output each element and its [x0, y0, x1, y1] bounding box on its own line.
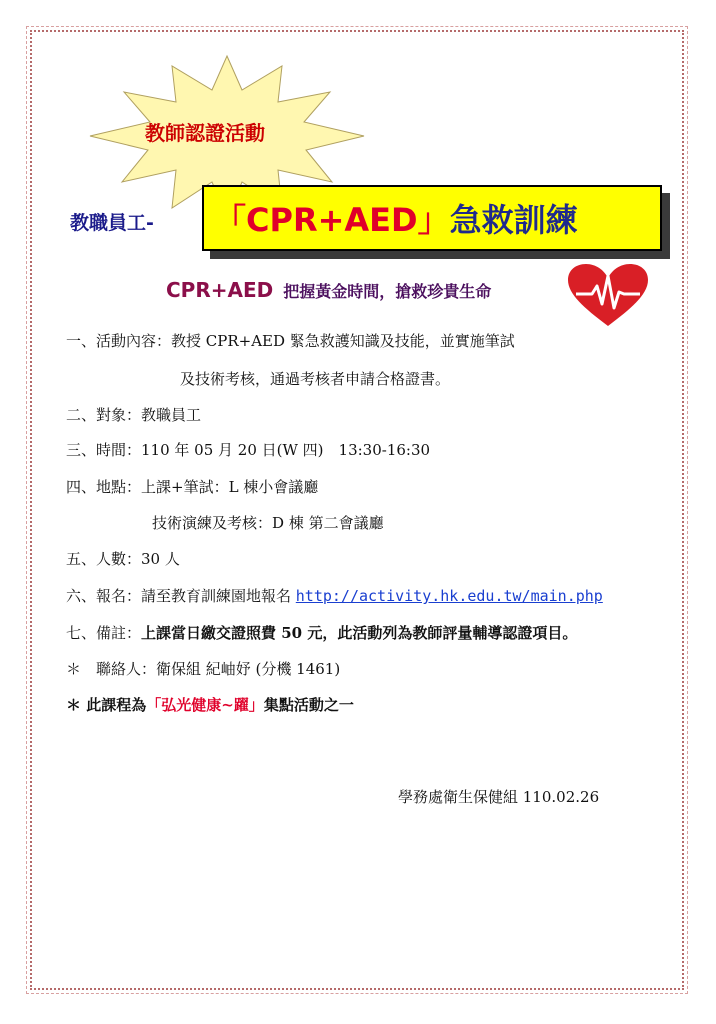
heart-ecg-icon	[566, 262, 650, 328]
item-place-2: 技術演練及考核：D 棟 第二會議廳	[152, 514, 384, 532]
page-title	[214, 195, 578, 241]
item-content-2: 及技術考核，通過考核者申請合格證書。	[180, 370, 451, 388]
item-count: 五、人數：30 人	[66, 550, 180, 568]
points-suffix: 集點活動之一	[263, 696, 354, 714]
item-target: 二、對象：教職員工	[66, 406, 202, 424]
item-points	[66, 694, 354, 715]
burst-label: 教師認證活動	[145, 121, 265, 145]
subtitle-slogan: 把握黃金時間，搶救珍貴生命	[283, 282, 492, 301]
subtitle	[166, 278, 491, 302]
title-part1: 「CPR+AED」	[214, 201, 450, 239]
item-content-1: 一、活動內容：教授 CPR+AED 緊急救護知識及技能，並實施筆試	[66, 332, 515, 350]
title-box	[202, 185, 662, 251]
item-note	[66, 622, 577, 643]
footer-signature: 學務處衛生保健組 110.02.26	[398, 788, 600, 806]
subtitle-cpr: CPR+AED	[166, 278, 274, 302]
staff-label: 教職員工-	[70, 212, 154, 234]
item-place-1: 四、地點：上課+筆試：L 棟小會議廳	[66, 478, 319, 496]
points-red: 「弘光健康~躍」	[146, 696, 264, 714]
item-contact: ＊ 聯絡人：衛保組 紀岫妤 (分機 1461)	[66, 660, 341, 678]
item-time: 三、時間：110 年 05 月 20 日(W 四) 13:30-16:30	[66, 441, 431, 459]
note-prefix: 七、備註：	[66, 624, 142, 642]
title-part2: 急救訓練	[449, 201, 578, 239]
register-text: 六、報名：請至教育訓練園地報名	[66, 587, 296, 605]
points-prefix: ＊ 此課程為	[66, 696, 147, 714]
note-bold: 上課當日繳交證照費 50 元，此活動列為教師評量輔導認證項目。	[141, 624, 578, 642]
item-register	[66, 585, 603, 606]
register-link[interactable]: http://activity.hk.edu.tw/main.php	[295, 587, 603, 605]
